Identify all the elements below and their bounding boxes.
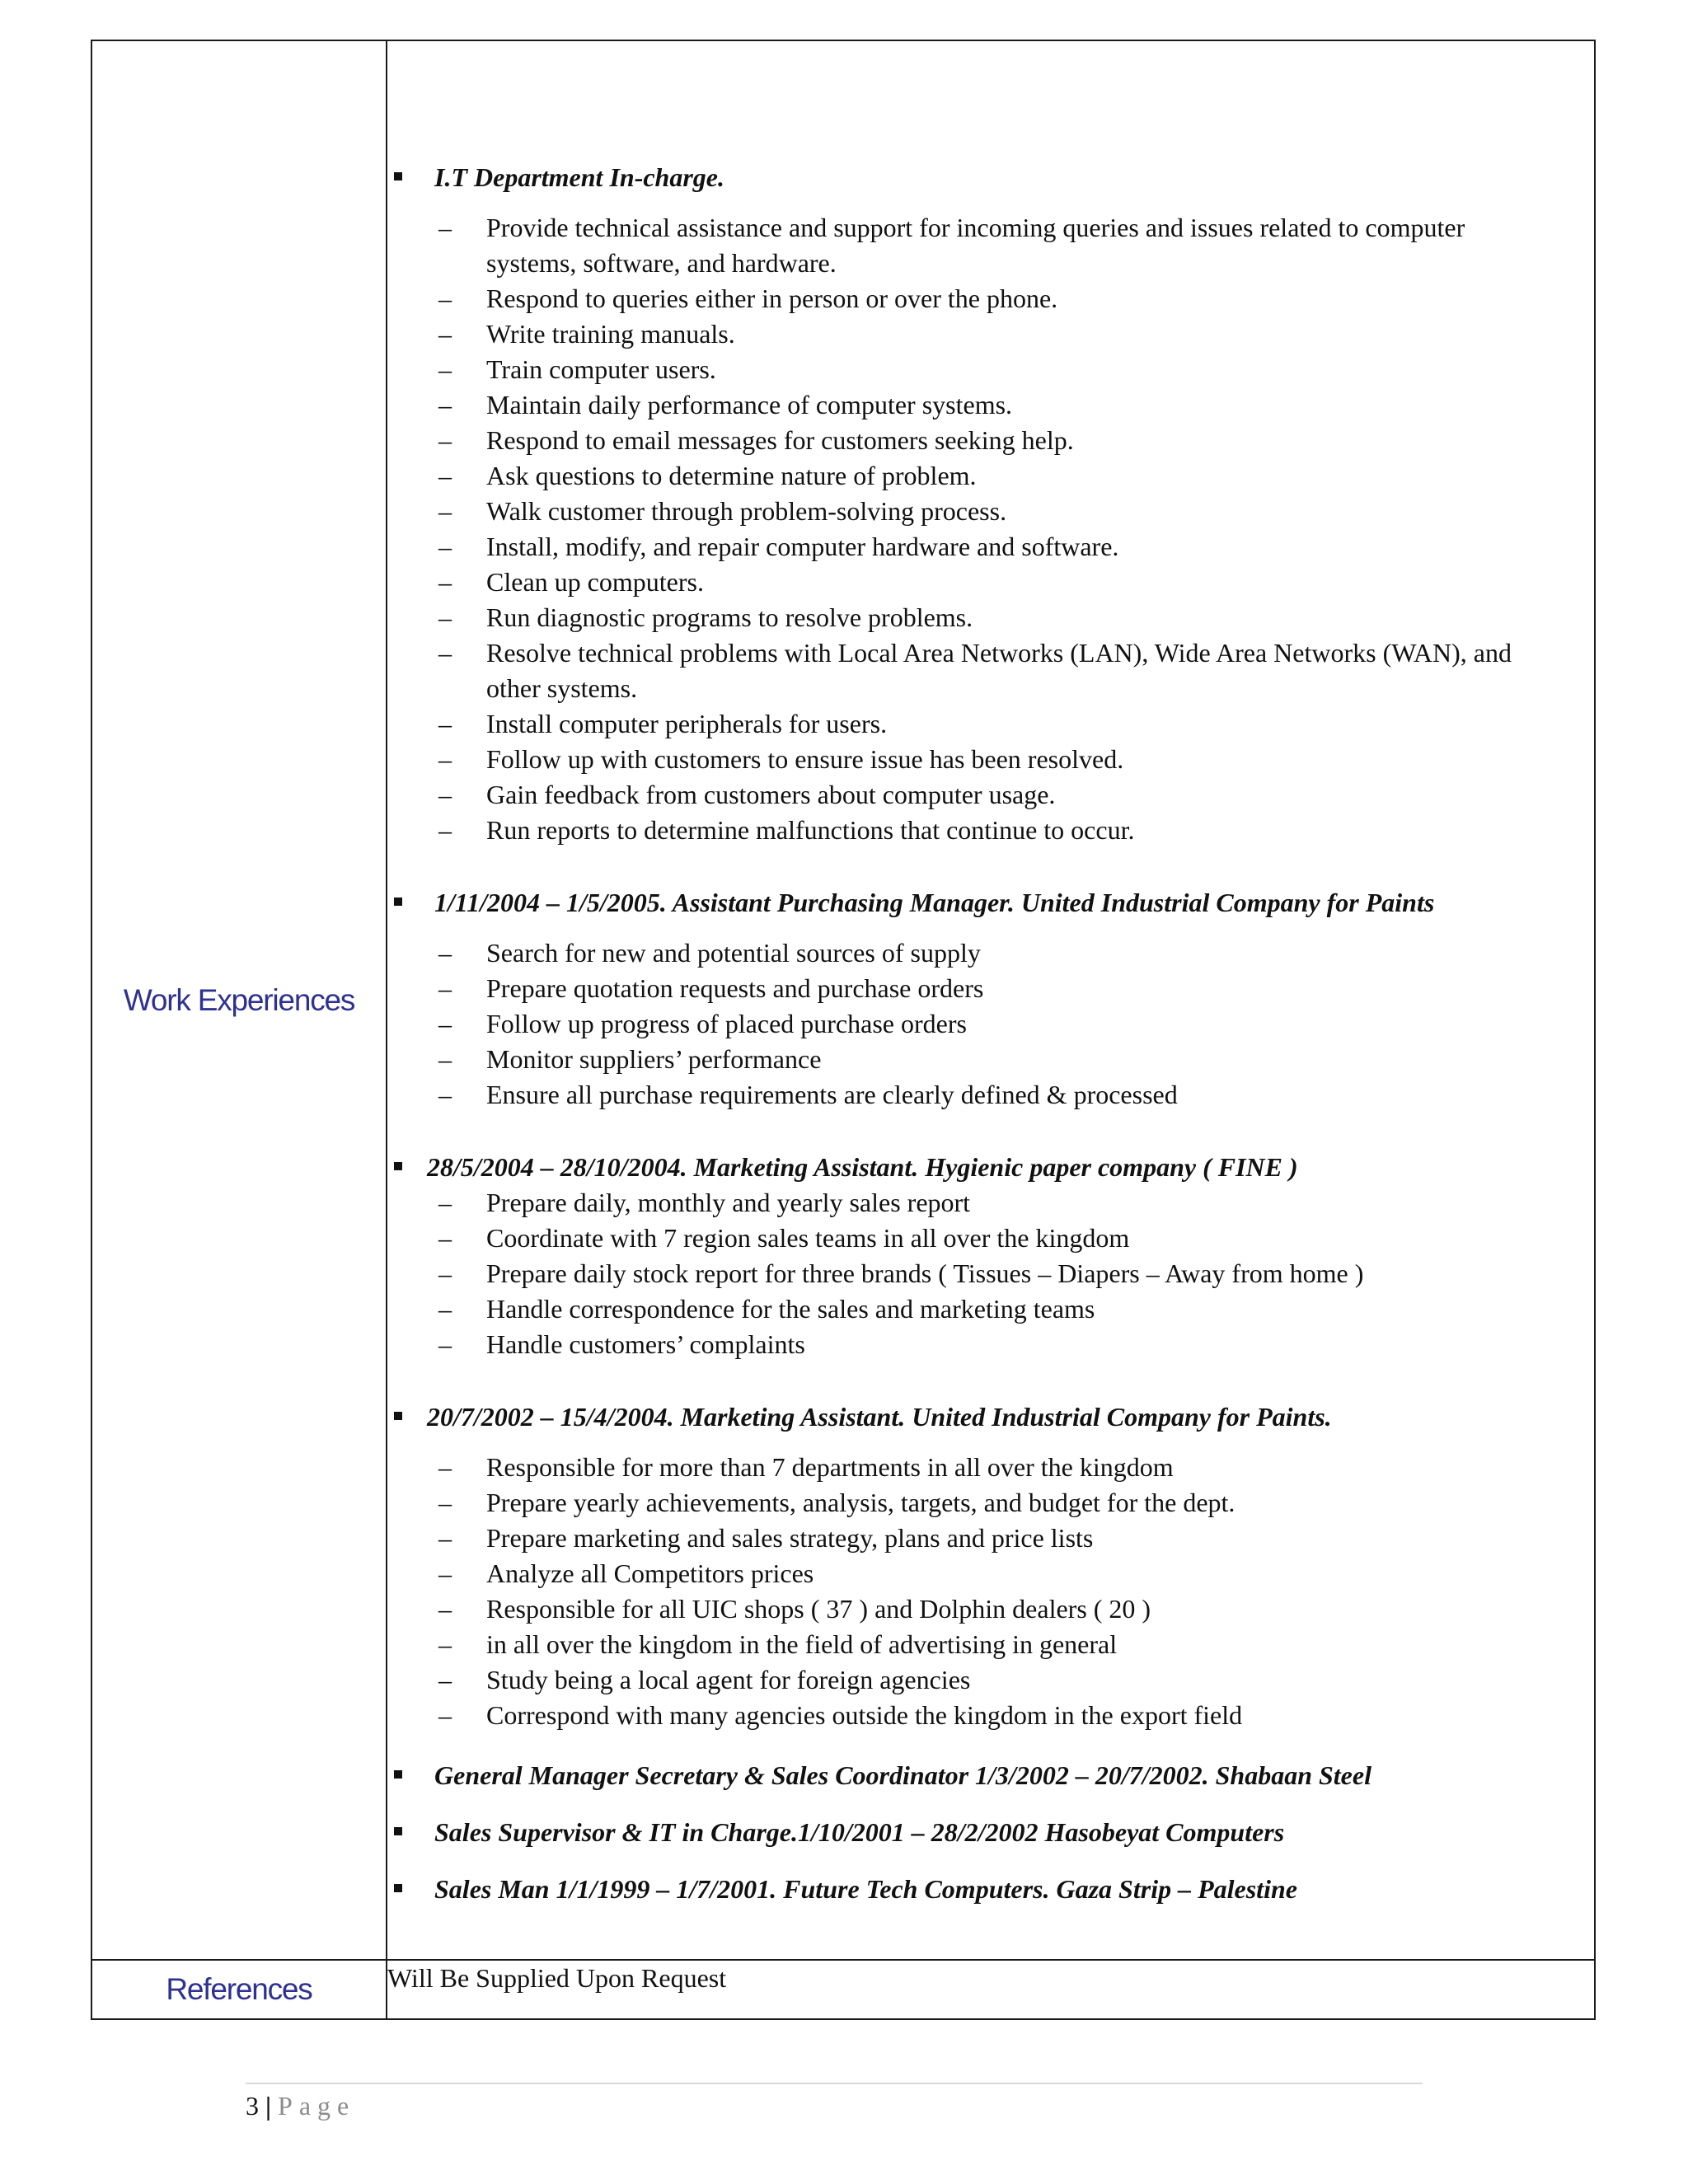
page-footer: [246, 2091, 355, 2121]
dash-icon: –: [438, 1523, 452, 1553]
list-item: – Handle customers’ complaints: [387, 1327, 1594, 1362]
dash-icon: –: [438, 602, 452, 632]
job-title: Sales Man 1/1/1999 – 1/7/2001. Future Tech Computers. Gaza Strip – Palestine: [387, 1872, 1594, 1907]
dash-icon: –: [438, 1044, 452, 1074]
dash-icon: –: [438, 390, 452, 419]
dash-icon: –: [438, 461, 452, 490]
list-item: – Install, modify, and repair computer hardware and software.: [387, 529, 1594, 565]
dash-icon: –: [438, 354, 452, 384]
task-list: [387, 1185, 1594, 1362]
list-item: – Correspond with many agencies outside the kingdom in the export field: [387, 1698, 1594, 1733]
square-bullet-icon: [394, 1827, 402, 1835]
job-title: 28/5/2004 – 28/10/2004. Marketing Assistant. Hygienic paper company ( FINE ): [387, 1150, 1594, 1185]
page-word: Page: [278, 2091, 356, 2121]
dash-icon: –: [438, 709, 452, 738]
dash-icon: –: [438, 1594, 452, 1624]
footer-separator: |: [265, 2091, 272, 2121]
list-item: – Handle correspondence for the sales and marketing teams: [387, 1291, 1594, 1327]
dash-icon: –: [438, 1223, 452, 1253]
work-experiences-content: [387, 40, 1595, 1960]
dash-icon: –: [438, 1009, 452, 1038]
dash-icon: –: [438, 1258, 452, 1288]
dash-icon: –: [438, 815, 452, 845]
dash-icon: –: [438, 1700, 452, 1730]
list-item: – Analyze all Competitors prices: [387, 1556, 1594, 1591]
dash-icon: –: [438, 319, 452, 349]
dash-icon: –: [438, 1488, 452, 1517]
task-list: [387, 935, 1594, 1113]
square-bullet-icon: [394, 1162, 402, 1170]
square-bullet-icon: [394, 1770, 402, 1779]
dash-icon: –: [438, 1294, 452, 1324]
job-title: Sales Supervisor & IT in Charge.1/10/2001 – 28/2/2002 Hasobeyat Computers: [387, 1815, 1594, 1850]
task-list: [387, 1450, 1594, 1733]
list-item: – Coordinate with 7 region sales teams in all over the kingdom: [387, 1221, 1594, 1256]
dash-icon: –: [438, 567, 452, 597]
dash-icon: –: [438, 1665, 452, 1694]
list-item: – Prepare quotation requests and purchase orders: [387, 971, 1594, 1006]
dash-icon: –: [438, 1080, 452, 1109]
list-item: – Study being a local agent for foreign agencies: [387, 1662, 1594, 1698]
list-item: – Ensure all purchase requirements are clearly defined & processed: [387, 1077, 1594, 1113]
list-item: – Prepare daily, monthly and yearly sales report: [387, 1185, 1594, 1221]
list-item: – Responsible for all UIC shops ( 37 ) and Dolphin dealers ( 20 ): [387, 1591, 1594, 1627]
list-item: – Clean up computers.: [387, 565, 1594, 600]
list-item: – Respond to email messages for customers seeking help.: [387, 423, 1594, 458]
list-item: – Prepare yearly achievements, analysis, targets, and budget for the dept.: [387, 1485, 1594, 1521]
list-item: – Maintain daily performance of computer systems.: [387, 387, 1594, 423]
square-bullet-icon: [394, 172, 402, 180]
list-item: – Walk customer through problem-solving process.: [387, 494, 1594, 529]
dash-icon: –: [438, 496, 452, 526]
footer-rule: [246, 2083, 1423, 2084]
work-experience-row: [91, 40, 1595, 1960]
references-row: [91, 1960, 1595, 2019]
work-experiences-label: Work Experiences: [91, 40, 387, 1960]
list-item: – Ask questions to determine nature of problem.: [387, 458, 1594, 494]
list-item: – Prepare marketing and sales strategy, plans and price lists: [387, 1521, 1594, 1556]
dash-icon: –: [438, 1558, 452, 1588]
list-item: – Monitor suppliers’ performance: [387, 1042, 1594, 1077]
list-item: – Follow up progress of placed purchase orders: [387, 1006, 1594, 1042]
dash-icon: –: [438, 425, 452, 455]
references-label: References: [91, 1960, 387, 2019]
references-text: Will Be Supplied Upon Request: [387, 1960, 1595, 2019]
list-item: – in all over the kingdom in the field of advertising in general: [387, 1627, 1594, 1662]
list-item: – Follow up with customers to ensure issue has been resolved.: [387, 742, 1594, 777]
dash-icon: –: [438, 780, 452, 809]
dash-icon: –: [438, 532, 452, 561]
list-item: – Gain feedback from customers about computer usage.: [387, 777, 1594, 813]
list-item: – Search for new and potential sources of supply: [387, 935, 1594, 971]
dash-icon: –: [438, 284, 452, 313]
list-item: – Provide technical assistance and support for incoming queries and issues related to computer systems, software, and hardware.: [387, 210, 1594, 281]
dash-icon: –: [438, 213, 452, 242]
square-bullet-icon: [394, 898, 402, 906]
job-title: General Manager Secretary & Sales Coordinator 1/3/2002 – 20/7/2002. Shabaan Steel: [387, 1758, 1594, 1793]
page-number: 3: [246, 2091, 259, 2121]
list-item: – Train computer users.: [387, 352, 1594, 387]
dash-icon: –: [438, 973, 452, 1003]
list-item: – Install computer peripherals for users.: [387, 706, 1594, 742]
dash-icon: –: [438, 744, 452, 774]
list-item: – Write training manuals.: [387, 316, 1594, 352]
dash-icon: –: [438, 1629, 452, 1659]
square-bullet-icon: [394, 1412, 402, 1420]
job-title: 20/7/2002 – 15/4/2004. Marketing Assistant. United Industrial Company for Paints.: [387, 1399, 1594, 1435]
square-bullet-icon: [394, 1884, 402, 1892]
dash-icon: –: [438, 938, 452, 968]
task-list: [387, 210, 1594, 848]
list-item: – Resolve technical problems with Local Area Networks (LAN), Wide Area Networks (WAN), and other systems.: [387, 635, 1594, 706]
list-item: – Responsible for more than 7 departments in all over the kingdom: [387, 1450, 1594, 1485]
job-title: I.T Department In-charge.: [387, 160, 1594, 195]
job-title: 1/11/2004 – 1/5/2005. Assistant Purchasing Manager. United Industrial Company for Paints: [387, 885, 1594, 921]
dash-icon: –: [438, 1329, 452, 1359]
dash-icon: –: [438, 638, 452, 668]
list-item: – Run reports to determine malfunctions that continue to occur.: [387, 813, 1594, 848]
list-item: – Respond to queries either in person or over the phone.: [387, 281, 1594, 316]
list-item: – Run diagnostic programs to resolve problems.: [387, 600, 1594, 635]
list-item: – Prepare daily stock report for three brands ( Tissues – Diapers – Away from home ): [387, 1256, 1594, 1291]
cv-table: [91, 40, 1596, 2020]
dash-icon: –: [438, 1452, 452, 1482]
dash-icon: –: [438, 1188, 452, 1217]
